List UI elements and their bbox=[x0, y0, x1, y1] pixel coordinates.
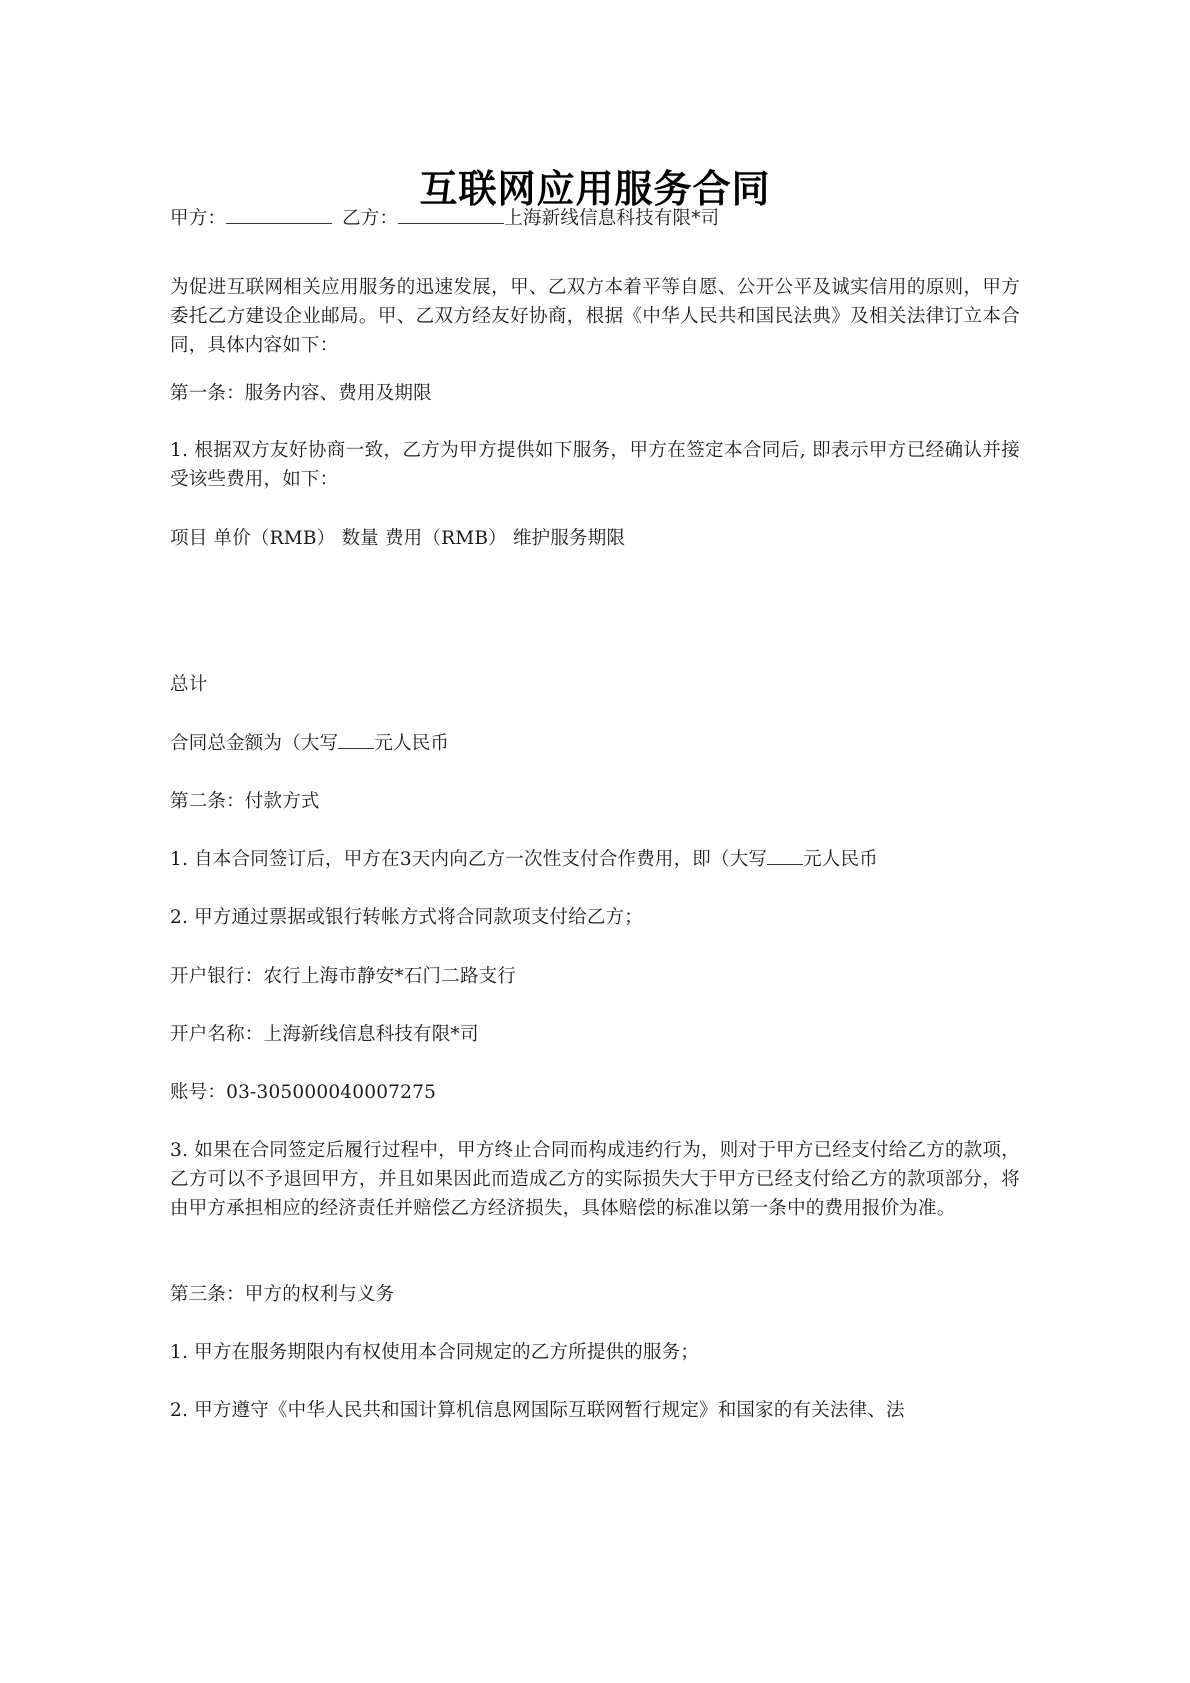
total-amount-prefix: 合同总金额为（大写 bbox=[170, 733, 339, 754]
article3-item2: 2. 甲方遵守《中华人民共和国计算机信息网国际互联网暂行规定》和国家的有关法律、法 bbox=[170, 1400, 905, 1421]
article2-item1 bbox=[170, 845, 1020, 874]
article2-item1-prefix: 1. 自本合同签订后，甲方在3天内向乙方一次性支付合作费用，即（大写 bbox=[170, 849, 768, 870]
total-amount-blank bbox=[338, 730, 374, 749]
table-header-unit-price: 单价（RMB） bbox=[213, 528, 336, 549]
total-label: 总计 bbox=[170, 674, 208, 695]
article2-item1-suffix: 元人民币 bbox=[803, 849, 878, 870]
article3-item1: 1. 甲方在服务期限内有权使用本合同规定的乙方所提供的服务； bbox=[170, 1342, 700, 1363]
parties-line bbox=[170, 204, 1020, 233]
account-name-line: 开户名称：上海新线信息科技有限*司 bbox=[170, 1024, 479, 1045]
table-header-cost: 费用（RMB） bbox=[384, 528, 507, 549]
total-amount-line bbox=[170, 729, 1020, 758]
payment-amount-blank bbox=[767, 846, 803, 865]
article2-item3: 3. 如果在合同签定后履行过程中，甲方终止合同而构成违约行为，则对于甲方已经支付给乙方的款项，乙方可以不予退回甲方，并且如果因此而造成乙方的实际损失大于甲方已经支付给乙方的款项部分，将由甲方承担相应的经济责任并赔偿乙方经济损失，具体赔偿的标准以第一条中的费用报价为准。 bbox=[170, 1140, 1020, 1219]
intro-paragraph: 为促进互联网相关应用服务的迅速发展，甲、乙双方本着平等自愿、公开公平及诚实信用的原则，甲方委托乙方建设企业邮局。甲、乙双方经友好协商，根据《中华人民共和国民法典》及相关法律订立本合同，具体内容如下： bbox=[170, 277, 1020, 356]
account-number-line: 账号：03-305000040007275 bbox=[170, 1082, 437, 1103]
party-b-label: 乙方： bbox=[342, 208, 399, 229]
table-header-quantity: 数量 bbox=[341, 528, 379, 549]
party-a-blank bbox=[226, 205, 332, 224]
article1-heading: 第一条：服务内容、费用及期限 bbox=[170, 383, 432, 404]
article3-heading: 第三条：甲方的权利与义务 bbox=[170, 1284, 395, 1305]
party-b-blank bbox=[398, 205, 504, 224]
bank-line: 开户银行：农行上海市静安*石门二路支行 bbox=[170, 966, 517, 987]
table-header-item: 项目 bbox=[170, 528, 208, 549]
table-header-service-period: 维护服务期限 bbox=[512, 528, 626, 549]
fee-table-header bbox=[170, 524, 1020, 553]
party-b-value: 上海新线信息科技有限*司 bbox=[504, 208, 720, 229]
article1-item1: 1. 根据双方友好协商一致，乙方为甲方提供如下服务，甲方在签定本合同后, 即表示甲方已经确认并接受该些费用，如下： bbox=[170, 440, 1020, 490]
document-title: 互联网应用服务合同 bbox=[419, 167, 771, 211]
article2-item2: 2. 甲方通过票据或银行转帐方式将合同款项支付给乙方； bbox=[170, 907, 643, 928]
party-a-label: 甲方： bbox=[170, 208, 227, 229]
total-amount-suffix: 元人民币 bbox=[374, 733, 450, 754]
article2-heading: 第二条：付款方式 bbox=[170, 791, 320, 812]
